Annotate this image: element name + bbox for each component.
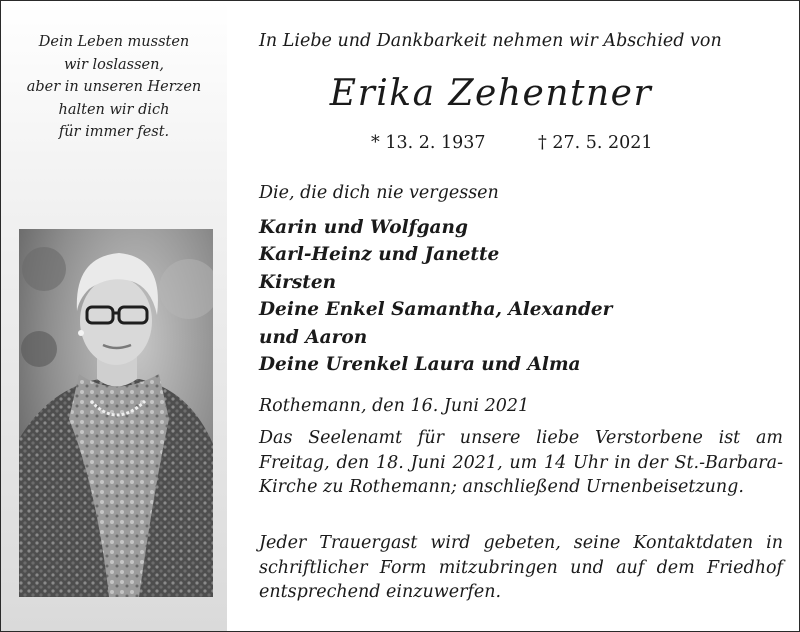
farewell-intro: In Liebe und Dankbarkeit nehmen wir Abschied von <box>259 31 722 51</box>
survivor-line: und Aaron <box>259 326 368 348</box>
deceased-name: Erika Zehentner <box>329 73 653 114</box>
verse-line: aber in unseren Herzen <box>26 79 202 95</box>
birth-date: * 13. 2. 1937 <box>371 133 486 153</box>
survivor-line: Deine Urenkel Laura und Alma <box>259 354 581 376</box>
portrait-photo <box>19 229 213 597</box>
verse-line: Dein Leben mussten <box>38 34 190 50</box>
survivor-line: Kirsten <box>259 271 337 293</box>
memorial-verse <box>1 31 227 144</box>
place-and-date: Rothemann, den 16. Juni 2021 <box>259 396 530 416</box>
mourners-intro: Die, die dich nie vergessen <box>259 183 499 203</box>
survivor-line: Karin und Wolfgang <box>259 217 468 238</box>
survivor-line: Karl-Heinz und Janette <box>259 244 500 266</box>
verse-line: wir loslassen, <box>63 56 165 73</box>
guest-request: Jeder Trauergast wird gebeten, seine Kontaktdaten in schriftlicher Form mitzubringen und auf dem Friedhof entsprechend einzuwerfen. <box>259 533 783 602</box>
survivor-line: Deine Enkel Samantha, Alexander <box>259 299 613 321</box>
memorial-sidebar <box>1 1 227 631</box>
verse-line: halten wir dich <box>58 101 170 118</box>
verse-line: für immer fest. <box>58 124 170 140</box>
death-date: † 27. 5. 2021 <box>538 133 653 153</box>
service-announcement: Das Seelenamt für unsere liebe Verstorbene ist am Freitag, den 18. Juni 2021, um 14 Uhr in der St.-Barbara-Kirche zu Rothemann; anschließend Urnenbeisetzung. <box>259 428 783 497</box>
notice-content <box>259 1 783 631</box>
portrait-illustration <box>19 229 213 597</box>
survivors-list <box>259 214 783 378</box>
